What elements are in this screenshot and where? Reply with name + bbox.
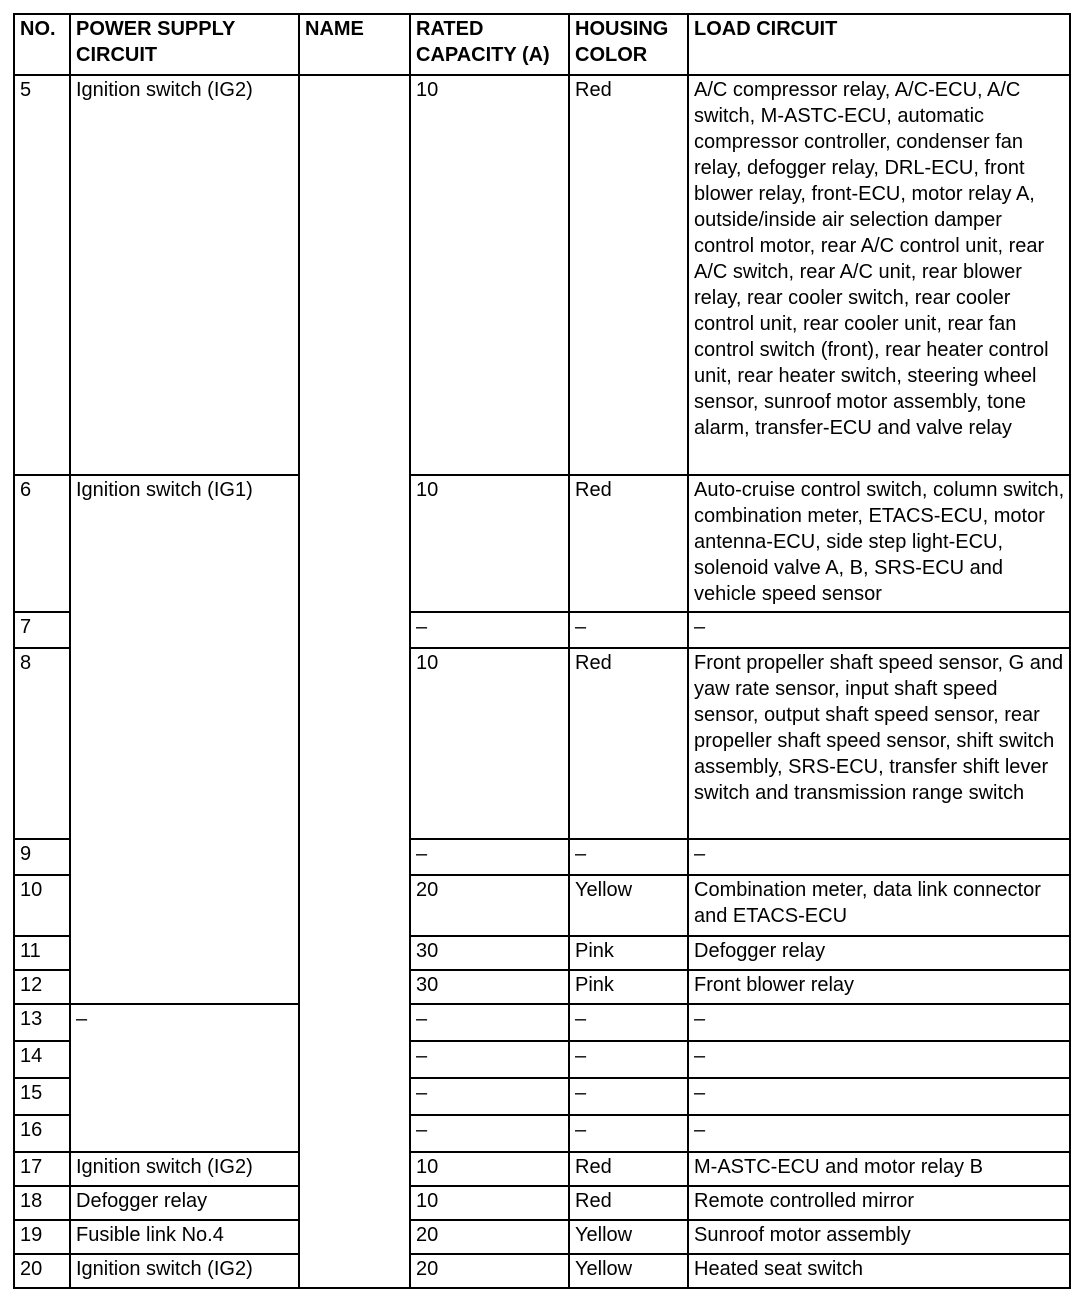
housing-color-cell: Red	[569, 475, 688, 612]
power-supply-cell: Ignition switch (IG2)	[70, 75, 299, 475]
housing-color-cell: Yellow	[569, 1254, 688, 1288]
power-supply-cell: –	[70, 1004, 299, 1152]
header-rated-capacity	[410, 14, 569, 75]
load-circuit-cell: Front blower relay	[688, 970, 1070, 1004]
header-rated-line2: CAPACITY (A)	[416, 44, 550, 66]
header-row	[14, 14, 1070, 75]
rated-capacity-cell: –	[410, 1041, 569, 1078]
rated-capacity-cell: –	[410, 1004, 569, 1041]
load-circuit-cell: A/C compressor relay, A/C-ECU, A/C switch, M-ASTC-ECU, automatic compressor controller, condenser fan relay, defogger relay, DRL-ECU, front blower relay, front-ECU, motor relay A, outside/inside air selection damper control motor, rear A/C control unit, rear A/C switch, rear A/C unit, rear blower relay, rear cooler switch, rear cooler control unit, rear cooler unit, rear fan control switch (front), rear heater control unit, rear heater switch, steering wheel sensor, sunroof motor assembly, tone alarm, transfer-ECU and valve relay	[688, 75, 1070, 475]
header-housing-color	[569, 14, 688, 75]
housing-color-cell: –	[569, 1004, 688, 1041]
housing-color-cell: Red	[569, 1152, 688, 1186]
fuse-number: 9	[14, 839, 70, 875]
load-circuit-cell: Front propeller shaft speed sensor, G and yaw rate sensor, input shaft speed sensor, output shaft speed sensor, rear propeller shaft speed sensor, shift switch assembly, SRS-ECU, transfer shift lever switch and transmission range switch	[688, 648, 1070, 839]
housing-color-cell: Yellow	[569, 1220, 688, 1254]
rated-capacity-cell: 20	[410, 1254, 569, 1288]
housing-color-cell: Red	[569, 1186, 688, 1220]
fuse-number: 14	[14, 1041, 70, 1078]
name-column-cell	[299, 75, 410, 1288]
table-row	[14, 475, 1070, 612]
load-circuit-cell: M-ASTC-ECU and motor relay B	[688, 1152, 1070, 1186]
rated-capacity-cell: 10	[410, 75, 569, 475]
fuse-number: 16	[14, 1115, 70, 1152]
header-power-supply-line2: CIRCUIT	[76, 44, 158, 66]
power-supply-cell: Defogger relay	[70, 1186, 299, 1220]
header-housing-line1: HOUSING	[575, 18, 669, 40]
rated-capacity-cell: 20	[410, 875, 569, 936]
load-circuit-cell: –	[688, 612, 1070, 648]
rated-capacity-cell: –	[410, 1115, 569, 1152]
power-supply-cell: Ignition switch (IG2)	[70, 1254, 299, 1288]
header-power-supply-line1: POWER SUPPLY	[76, 18, 236, 40]
header-no	[14, 14, 70, 75]
rated-capacity-cell: 10	[410, 475, 569, 612]
rated-capacity-cell: –	[410, 612, 569, 648]
load-circuit-cell: –	[688, 1004, 1070, 1041]
header-name-text: NAME	[305, 18, 364, 40]
rated-capacity-cell: 30	[410, 970, 569, 1004]
table-row	[14, 1254, 1070, 1288]
header-housing-line2: COLOR	[575, 44, 648, 66]
rated-capacity-cell: –	[410, 839, 569, 875]
rated-capacity-cell: 10	[410, 648, 569, 839]
housing-color-cell: –	[569, 1115, 688, 1152]
header-load-circuit	[688, 14, 1070, 75]
housing-color-cell: Red	[569, 648, 688, 839]
housing-color-cell: –	[569, 839, 688, 875]
header-power-supply	[70, 14, 299, 75]
header-name	[299, 14, 410, 75]
power-supply-cell: Ignition switch (IG2)	[70, 1152, 299, 1186]
table-row	[14, 1220, 1070, 1254]
header-no-text: NO.	[20, 18, 56, 40]
table-row	[14, 1186, 1070, 1220]
housing-color-cell: –	[569, 1041, 688, 1078]
fuse-number: 15	[14, 1078, 70, 1115]
table-row	[14, 1152, 1070, 1186]
housing-color-cell: –	[569, 1078, 688, 1115]
fuse-number: 18	[14, 1186, 70, 1220]
load-circuit-cell: –	[688, 1041, 1070, 1078]
fuse-number: 11	[14, 936, 70, 970]
power-supply-cell: Fusible link No.4	[70, 1220, 299, 1254]
rated-capacity-cell: –	[410, 1078, 569, 1115]
rated-capacity-cell: 30	[410, 936, 569, 970]
power-supply-cell: Ignition switch (IG1)	[70, 475, 299, 1004]
table-row	[14, 75, 1070, 475]
fuse-number: 19	[14, 1220, 70, 1254]
housing-color-cell: Pink	[569, 936, 688, 970]
header-rated-line1: RATED	[416, 18, 484, 40]
fuse-number: 12	[14, 970, 70, 1004]
housing-color-cell: Yellow	[569, 875, 688, 936]
fuse-number: 8	[14, 648, 70, 839]
load-circuit-cell: –	[688, 1078, 1070, 1115]
rated-capacity-cell: 20	[410, 1220, 569, 1254]
load-circuit-cell: –	[688, 1115, 1070, 1152]
load-circuit-cell: Defogger relay	[688, 936, 1070, 970]
housing-color-cell: –	[569, 612, 688, 648]
load-circuit-cell: Sunroof motor assembly	[688, 1220, 1070, 1254]
load-circuit-cell: Heated seat switch	[688, 1254, 1070, 1288]
load-circuit-cell: Auto-cruise control switch, column switch, combination meter, ETACS-ECU, motor antenna-ECU, side step light-ECU, solenoid valve A, B, SRS-ECU and vehicle speed sensor	[688, 475, 1070, 612]
header-load-text: LOAD CIRCUIT	[694, 18, 838, 40]
housing-color-cell: Pink	[569, 970, 688, 1004]
load-circuit-cell: Remote controlled mirror	[688, 1186, 1070, 1220]
load-circuit-cell: –	[688, 839, 1070, 875]
fuse-number: 13	[14, 1004, 70, 1041]
fuse-number: 20	[14, 1254, 70, 1288]
rated-capacity-cell: 10	[410, 1186, 569, 1220]
fuse-number: 17	[14, 1152, 70, 1186]
fuse-number: 5	[14, 75, 70, 475]
load-circuit-cell: Combination meter, data link connector and ETACS-ECU	[688, 875, 1070, 936]
rated-capacity-cell: 10	[410, 1152, 569, 1186]
housing-color-cell: Red	[569, 75, 688, 475]
fuse-number: 10	[14, 875, 70, 936]
fuse-number: 6	[14, 475, 70, 612]
fuse-number: 7	[14, 612, 70, 648]
table-row	[14, 1004, 1070, 1041]
fuse-table	[13, 13, 1071, 1289]
